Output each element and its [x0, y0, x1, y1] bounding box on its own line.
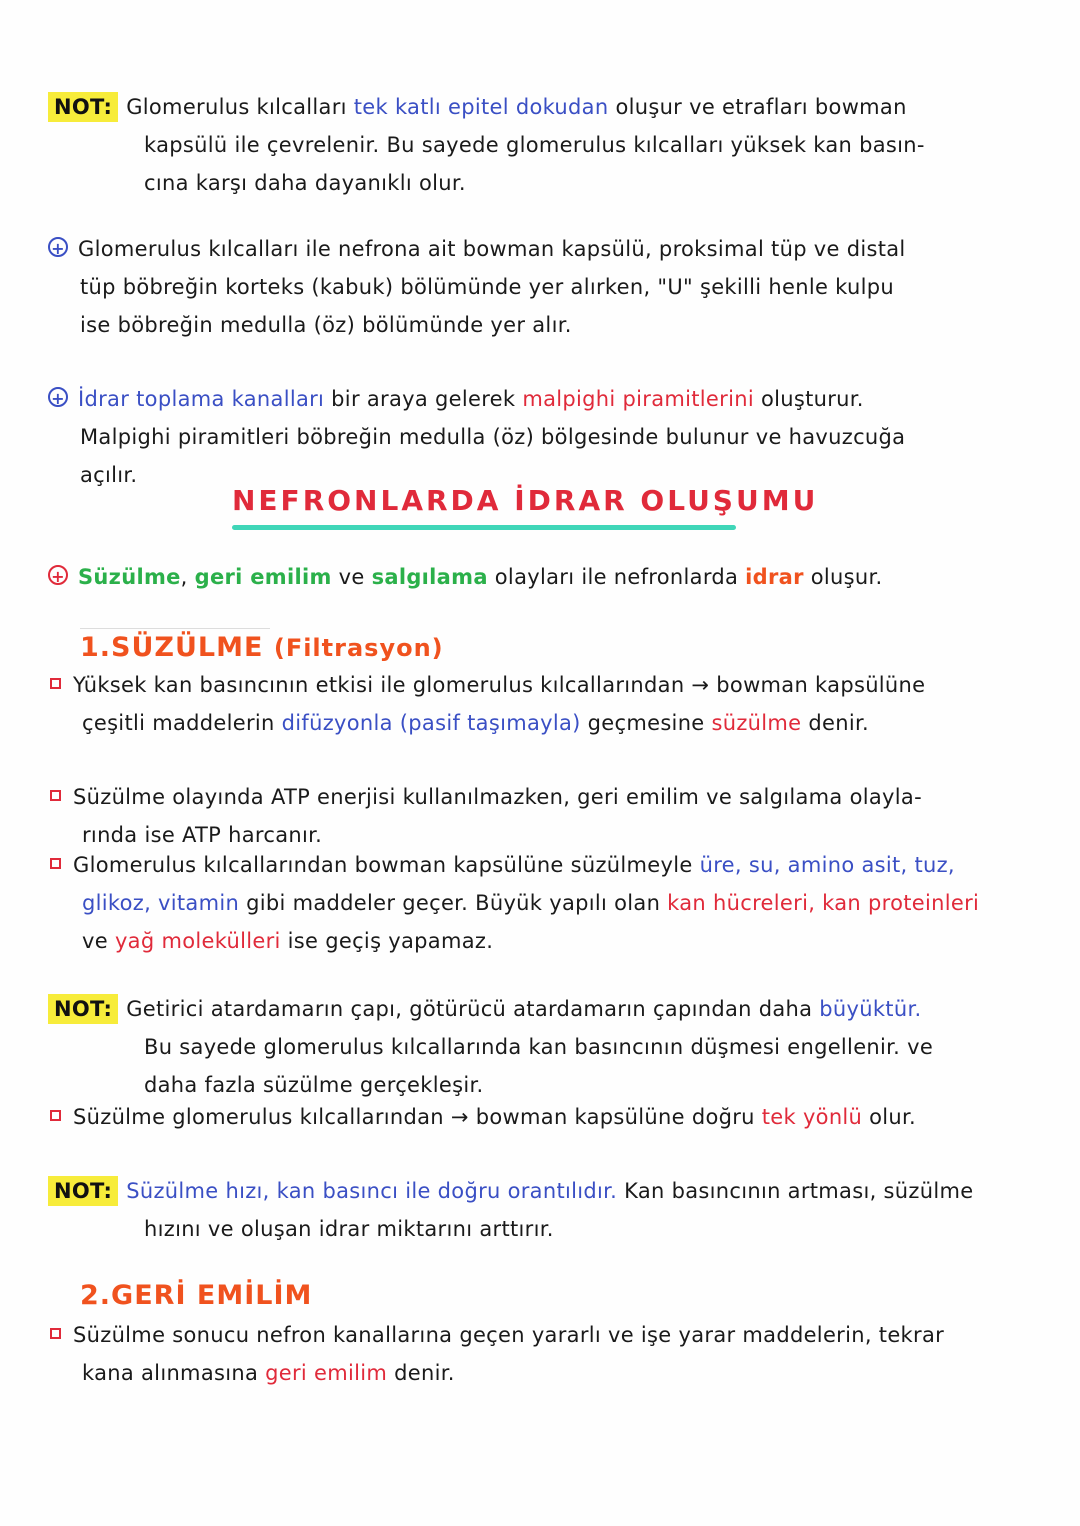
highlight-red-text: tek yönlü: [761, 1105, 863, 1129]
text: ve: [82, 929, 115, 953]
text: geçmesine: [580, 711, 712, 735]
text: rında ise ATP harcanır.: [82, 823, 323, 847]
highlight-blue-text: üre, su, amino asit, tuz,: [699, 853, 955, 877]
filtration-definition: [50, 666, 925, 742]
square-bullet-icon: [50, 1328, 61, 1339]
text: Malpighi piramitleri böbreğin medulla (öz) bölgesinde bulunur ve havuzcuğa: [80, 425, 906, 449]
note-label: NOT:: [48, 92, 118, 122]
text: ise böbreğin medulla (öz) bölümünde yer alır.: [80, 313, 572, 337]
section-number: 1.: [80, 632, 112, 663]
text: hızını ve oluşan idrar miktarını arttırır.: [144, 1217, 554, 1241]
title-underline: [232, 525, 736, 530]
highlight-blue-text: glikoz, vitamin: [82, 891, 240, 915]
text: çeşitli maddelerin: [82, 711, 282, 735]
highlight-red-text: malpighi piramitlerini: [522, 387, 754, 411]
text: olur.: [862, 1105, 917, 1129]
text: olayları ile nefronlarda: [487, 565, 746, 589]
plus-circle-icon: +: [48, 237, 68, 257]
text: oluşur.: [803, 565, 883, 589]
square-bullet-icon: [50, 858, 61, 869]
text: kapsülü ile çevrelenir. Bu sayede glomerulus kılcalları yüksek kan basın-: [144, 133, 925, 157]
highlight-blue-text: difüzyonla (pasif taşımayla): [281, 711, 581, 735]
text: ,: [180, 565, 195, 589]
plus-circle-icon: +: [48, 387, 68, 407]
square-bullet-icon: [50, 790, 61, 801]
filtration-substances: [50, 846, 979, 960]
square-bullet-icon: [50, 1110, 61, 1121]
highlight-red-text: kan hücreleri, kan proteinleri: [667, 891, 980, 915]
text: denir.: [801, 711, 869, 735]
note-filtration-rate: [48, 1172, 973, 1248]
note-arteriole-diameter: [48, 990, 933, 1104]
text: Bu sayede glomerulus kılcallarında kan basıncının düşmesi engellenir. ve: [144, 1035, 934, 1059]
highlight-blue-text: tek katlı epitel dokudan: [353, 95, 609, 119]
text: Kan basıncının artması, süzülme: [617, 1179, 974, 1203]
plus-circle-icon: +: [48, 565, 68, 585]
highlight-blue-text: büyüktür.: [819, 997, 922, 1021]
text: kana alınmasına: [82, 1361, 266, 1385]
note-label: NOT:: [48, 1176, 118, 1206]
term-filtration: Süzülme: [78, 565, 181, 589]
reabsorption-definition: [50, 1316, 944, 1392]
text: bir araya gelerek: [324, 387, 523, 411]
text: tüp böbreğin korteks (kabuk) bölümünde yer alırken, "U" şekilli henle kulpu: [80, 275, 894, 299]
text: Getirici atardamarın çapı, götürücü atardamarın çapından daha: [126, 997, 820, 1021]
highlight-red-text: geri emilim: [265, 1361, 388, 1385]
section-title: SÜZÜLME: [111, 632, 264, 663]
point-urine-formation: [48, 558, 883, 596]
section-title: GERİ EMİLİM: [111, 1280, 313, 1311]
main-title: NEFRONLARDA İDRAR OLUŞUMU: [232, 484, 819, 517]
section-subtitle: (Filtrasyon): [273, 634, 444, 662]
text: daha fazla süzülme gerçekleşir.: [144, 1073, 484, 1097]
text: Yüksek kan basıncının etkisi ile glomerulus kılcallarından → bowman kapsülüne: [73, 673, 926, 697]
term-reabsorption: geri emilim: [194, 565, 332, 589]
section-number: 2.: [80, 1280, 112, 1311]
section-heading-filtration: [80, 632, 444, 663]
text: açılır.: [80, 463, 138, 487]
text: ise geçiş yapamaz.: [280, 929, 494, 953]
highlight-red-text: yağ molekülleri: [114, 929, 281, 953]
term-urine: idrar: [745, 565, 804, 589]
text: Glomerulus kılcalları: [126, 95, 354, 119]
text: ve: [331, 565, 372, 589]
text: Glomerulus kılcalları ile nefrona ait bowman kapsülü, proksimal tüp ve distal: [78, 237, 906, 261]
text: Süzülme glomerulus kılcallarından → bowman kapsülüne doğru: [73, 1105, 762, 1129]
text: gibi maddeler geçer. Büyük yapılı olan: [239, 891, 668, 915]
point-kidney-regions: [48, 230, 906, 344]
text: Glomerulus kılcallarından bowman kapsülüne süzülmeyle: [73, 853, 700, 877]
square-bullet-icon: [50, 678, 61, 689]
highlight-red-text: süzülme: [711, 711, 802, 735]
text: Süzülme sonucu nefron kanallarına geçen yararlı ve işe yarar maddelerin, tekrar: [73, 1323, 945, 1347]
point-collecting-ducts: [48, 380, 905, 494]
highlight-blue-text: Süzülme hızı, kan basıncı ile doğru orantılıdır.: [126, 1179, 618, 1203]
text: oluşur ve etrafları bowman: [608, 95, 907, 119]
text: Süzülme olayında ATP enerjisi kullanılmazken, geri emilim ve salgılama olayla-: [73, 785, 922, 809]
section-heading-reabsorption: [80, 1280, 312, 1311]
note-glomerulus-structure: [48, 88, 925, 202]
text: denir.: [387, 1361, 455, 1385]
filtration-direction: [50, 1098, 916, 1136]
text: oluşturur.: [753, 387, 864, 411]
highlight-blue-text: İdrar toplama kanalları: [78, 387, 325, 411]
filtration-atp: [50, 778, 922, 854]
term-secretion: salgılama: [371, 565, 488, 589]
note-label: NOT:: [48, 994, 118, 1024]
text: cına karşı daha dayanıklı olur.: [144, 171, 466, 195]
divider: [80, 628, 270, 629]
